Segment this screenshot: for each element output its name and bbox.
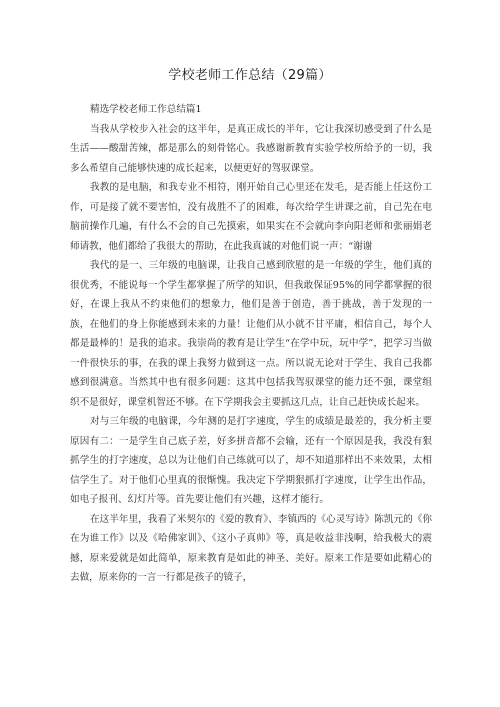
- paragraph: 当我从学校步入社会的这半年，是真正成长的半年，它让我深切感受到了什么是生活——酸甜苦辣，都是那么的刻骨铭心。我感谢新教育实验学校所给予的一切，我多么希望自己能够快速的成长起来，以便更好的驾驭课堂。: [70, 123, 432, 174]
- paragraph: 在这半年里，我看了米契尔的《爱的教育》、李镇西的《心灵写诗》陈凯元的《你在为谁工作》以及《哈佛家训》、《这小子真帅》等，真是收益非浅啊，给我极大的震撼，原来爱就是如此简单，原来教育是如此的神圣、美好。原来工作是要如此精心的去做，原来你的一言一行都是孩子的镜子，: [70, 513, 432, 583]
- paragraph: 我代的是一、三年级的电脑课，让我自己感到欣慰的是一年级的学生，他们真的很优秀，不能说每一个学生都掌握了所学的知识，但我敢保证95%的同学都掌握的很好，在课上我从不约束他们的想象力，他们是善于创造，善于挑战，善于发现的一族，在他们的身上你能感到未来的力量！让他们从小就不甘平庸，相信自己，每个人都是最棒的！是我的追求。我崇尚的教育是让学生“在学中玩，玩中学”，把学习当做一件很快乐的事，在我的课上我努力做到这一点。所以说无论对于学生、我自己我都感到很满意。当然其中也有很多问题：这其中包括我驾驭课堂的能力还不强，课堂组织不是很好，课堂机智还不够。在下学期我会主要抓这几点，让自己赶快成长起来。: [70, 260, 432, 408]
- section-subtitle: 精选学校老师工作总结篇1: [90, 104, 202, 115]
- paragraph: 对与三年级的电脑课，今年测的是打字速度，学生的成绩是最差的，我分析主要原因有二：一是学生自己底子差，好多拼音都不会输，还有一个原因是我，我没有狠抓学生的打字速度，总以为让他们自己练就可以了，却不知道那样出不来效果，太相信学生了。对于他们心里真的很惭愧。我决定下学期狠抓打字速度，让学生出作品，如电子报刊、幻灯片等。首先要让他们有兴趣，这样才能行。: [70, 416, 432, 505]
- page-title: 学校老师工作总结（29篇）: [168, 68, 332, 83]
- document-body: [70, 100, 432, 588]
- paragraph: 我教的是电脑，和我专业不相符，刚开始自己心里还在发毛，是否能上任这份工作，可是接了就不要害怕，没有战胜不了的困难，每次给学生讲课之前，自己先在电脑前操作几遍，有什么不会的自己先摸索，如果实在不会就向李向阳老师和张丽娟老师请教，他们都给了我很大的帮助，在此我真诚的对他们说一声：“谢谢: [70, 182, 432, 252]
